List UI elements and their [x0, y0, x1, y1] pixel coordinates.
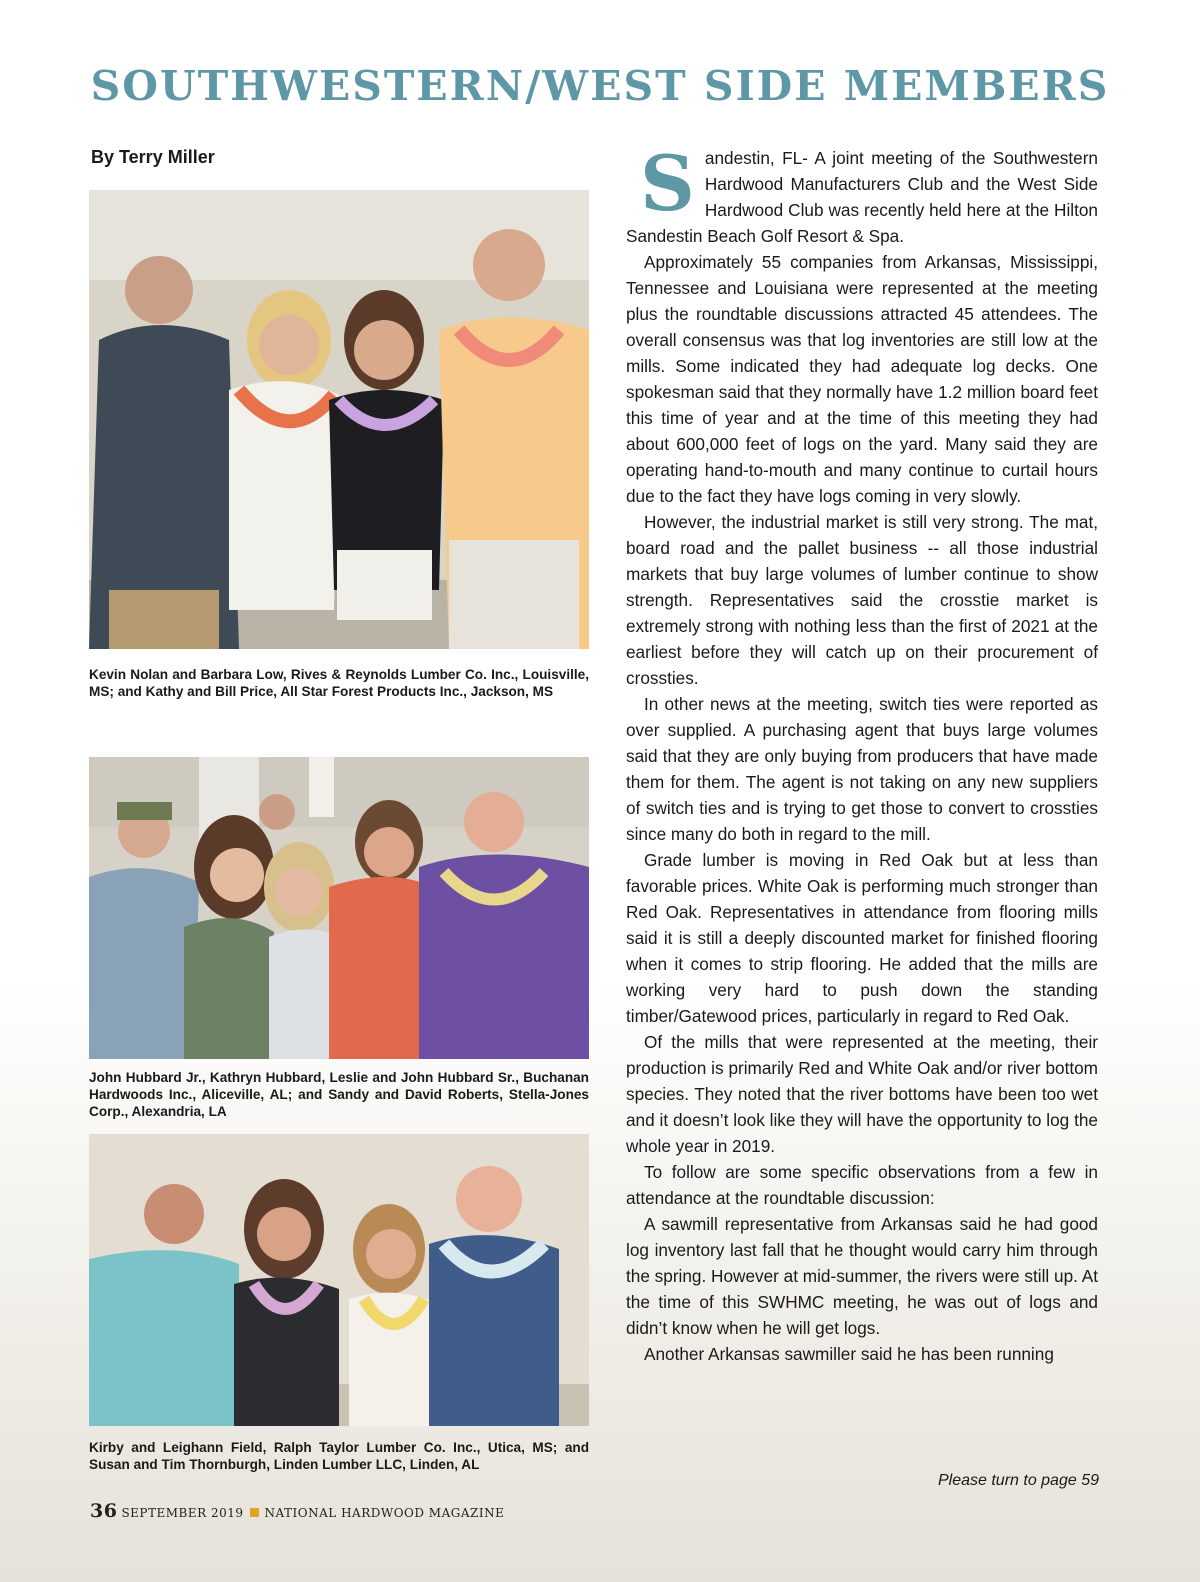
photo-3-caption: Kirby and Leighann Field, Ralph Taylor Lumber Co. Inc., Utica, MS; and Susan and Tim Thornburgh, Linden Lumber LLC, Linden, AL — [89, 1440, 589, 1472]
magazine-name: NATIONAL HARDWOOD MAGAZINE — [264, 1506, 505, 1520]
article-paragraph: Grade lumber is moving in Red Oak but at less than favorable prices. White Oak is performing much stronger than Red Oak. Representatives in attendance from flooring mills said it is still a deeply discounted market for finished flooring when it comes to strip flooring. He added that the mills are working very hard to push down the standing timber/Gatewood prices, particularly in regard to Red Oak. — [626, 850, 1098, 1026]
page-number: 36 — [90, 1500, 118, 1522]
article-lead-text: andestin, FL- A joint meeting of the Southwestern Hardwood Manufacturers Club and the West Side Hardwood Club was recently held here at the Hilton Sandestin Beach Golf Resort & Spa. — [626, 148, 1098, 246]
continued-note: Please turn to page 59 — [937, 1472, 1099, 1489]
photo-group-2 — [89, 757, 589, 1059]
issue-date: SEPTEMBER 2019 — [121, 1506, 244, 1520]
article-paragraph: In other news at the meeting, switch ties were reported as over supplied. A purchasing agent that buys large volumes said that they are only buying from producers that have made them for them. The agent is not taking on any new suppliers of switch ties and is trying to get those to convert to crossties since many do both in regard to the mill. — [626, 694, 1098, 844]
article-body — [626, 139, 1098, 1367]
article-paragraph: A sawmill representative from Arkansas said he had good log inventory last fall that he thought would carry him through the spring. However at mid-summer, the rivers were still up. At the time of this SWHMC meeting, he was out of logs and didn’t know when he will get logs. — [626, 1214, 1098, 1338]
page-headline: SOUTHWESTERN/WEST SIDE MEMBERS — [90, 62, 1110, 110]
page-footer — [90, 1500, 504, 1522]
article-paragraph: Of the mills that were represented at the meeting, their production is primarily Red and White Oak and/or river bottom species. They noted that the river bottoms have been too wet and it doesn’t look like they will have the opportunity to log the whole year in 2019. — [626, 1032, 1098, 1156]
article-paragraph: To follow are some specific observations from a few in attendance at the roundtable discussion: — [626, 1162, 1098, 1208]
photo-2-caption: John Hubbard Jr., Kathryn Hubbard, Leslie and John Hubbard Sr., Buchanan Hardwoods Inc., Aliceville, AL; and Sandy and David Roberts, Stella-Jones Corp., Alexandria, LA — [89, 1070, 589, 1119]
drop-cap: S — [640, 139, 695, 228]
article-paragraph: However, the industrial market is still very strong. The mat, board road and the pallet business -- all those industrial markets that buy large volumes of lumber continue to show strength. Representatives said the crosstie market is extremely strong with nothing less than the first of 2021 at the earliest before they will catch up on their procurement of crossties. — [626, 512, 1098, 688]
photo-1-caption: Kevin Nolan and Barbara Low, Rives & Reynolds Lumber Co. Inc., Louisville, MS; and Kathy and Bill Price, All Star Forest Products Inc., Jackson, MS — [89, 667, 589, 699]
article-paragraph: Another Arkansas sawmiller said he has been running — [644, 1344, 1054, 1364]
byline: By Terry Miller — [91, 147, 215, 167]
footer-square-icon — [250, 1508, 259, 1517]
photo-2-image — [89, 757, 589, 1059]
photo-group-1 — [89, 190, 589, 649]
article-paragraph — [626, 139, 1098, 249]
photo-group-3 — [89, 1134, 589, 1426]
article-paragraph: Approximately 55 companies from Arkansas, Mississippi, Tennessee and Louisiana were represented at the meeting plus the roundtable discussions attracted 45 attendees. The overall consensus was that log inventories are still low at the mills. Some indicated they had adequate log decks. One spokesman said that they normally have 1.2 million board feet this time of year and at the time of this meeting they had about 600,000 feet of logs on the yard. Many said they are operating hand-to-mouth and many continue to curtail hours due to the fact they have logs coming in very slowly. — [626, 252, 1098, 506]
photo-1-image — [89, 190, 589, 649]
photo-3-image — [89, 1134, 589, 1426]
